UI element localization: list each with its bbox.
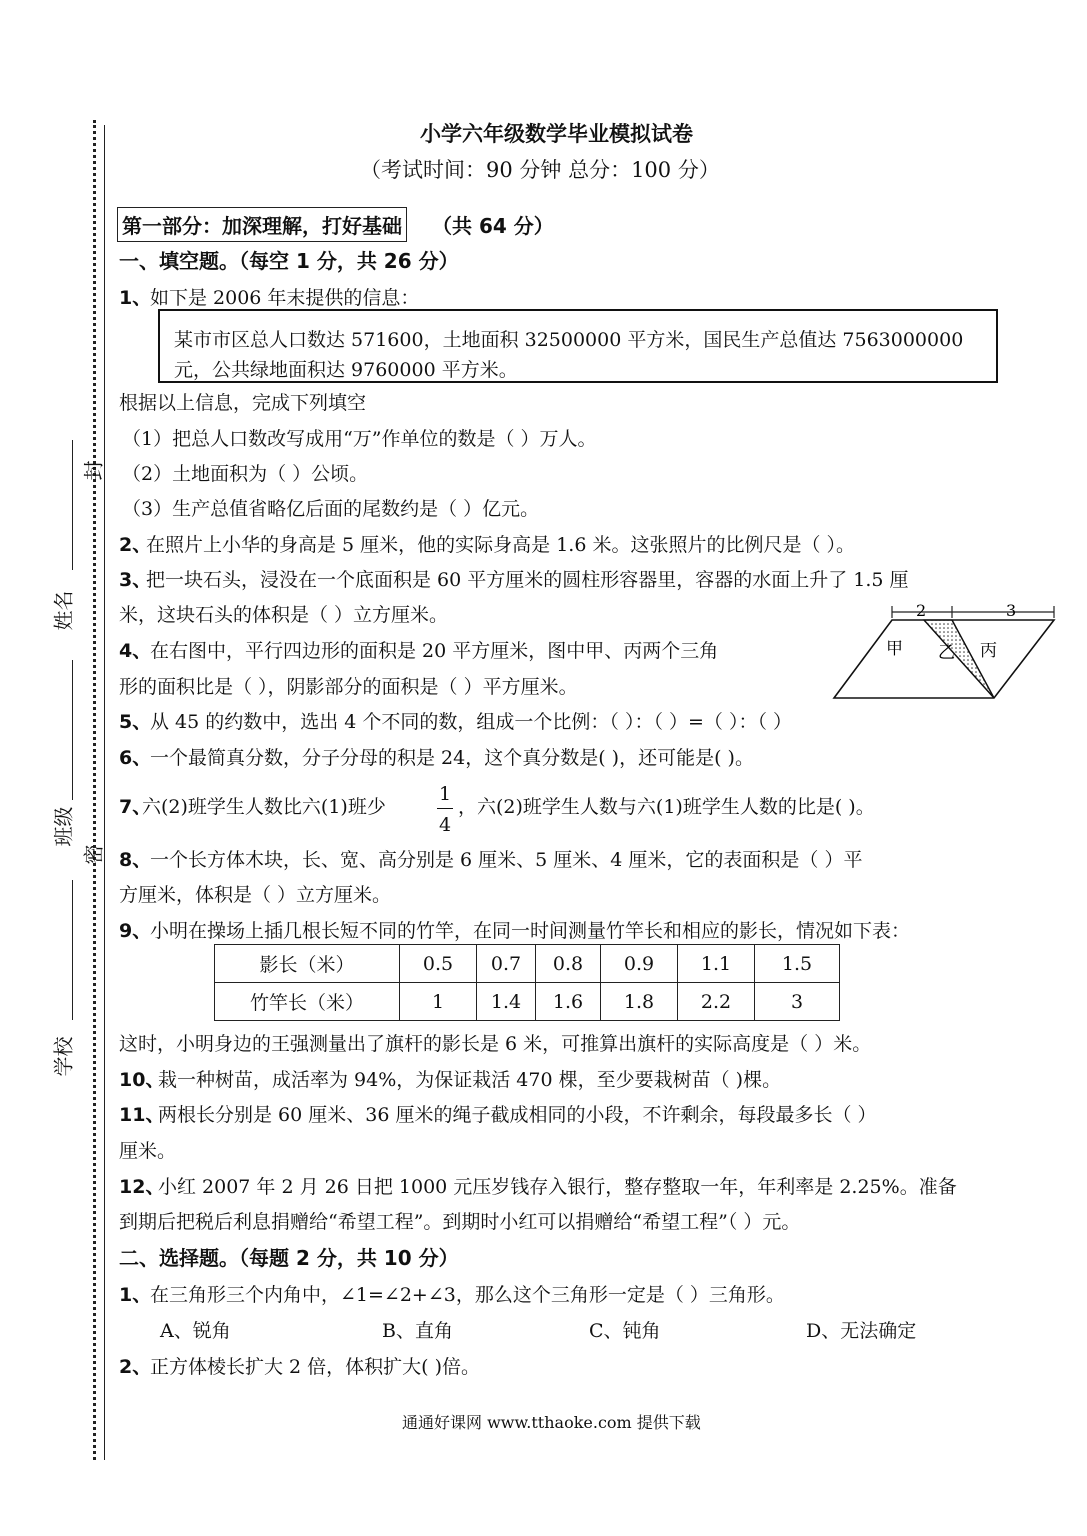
choice-question-1: 在三角形三个内角中，∠1=∠2+∠3，那么这个三角形一定是（ ）三角形。: [150, 1284, 785, 1306]
section1-heading: 一、填空题。（每空 1 分，共 26 分）: [119, 249, 459, 273]
shadow-length-table: [214, 944, 840, 1021]
dimension-label: 3: [1006, 601, 1017, 620]
question-1c: （3）生产总值省略亿后面的尾数约是（ ）亿元。: [122, 498, 540, 520]
question-12-line1: 小红 2007 年 2 月 26 日把 1000 元压岁钱存入银行，整存整取一年，年利率是 2.25%。准备: [158, 1176, 957, 1198]
margin-rule: [104, 125, 105, 1460]
table-cell: 1.8: [601, 983, 678, 1021]
dimension-label: 2: [916, 601, 927, 620]
name-blank-line[interactable]: [72, 440, 73, 570]
question-number: 3、: [119, 569, 152, 591]
question-3-line1: 把一块石头，浸没在一个底面积是 60 平方厘米的圆柱形容器里，容器的水面上升了 1.5 厘: [146, 569, 909, 591]
seal-char-mi: 密: [81, 844, 106, 865]
part1-heading-box: 第一部分：加深理解，打好基础: [117, 207, 407, 242]
class-blank-line[interactable]: [72, 660, 73, 800]
footer-credit: 通通好课网 www.tthaoke.com 提供下载: [402, 1413, 701, 1432]
table-cell: 1: [400, 983, 477, 1021]
question-1a: （1）把总人口数改写成用“万”作单位的数是（ ）万人。: [122, 428, 597, 450]
question-9-follow: 这时，小明身边的王强测量出了旗杆的影长是 6 米，可推算出旗杆的实际高度是（ ）米。: [119, 1033, 872, 1055]
table-cell: 1.4: [477, 983, 536, 1021]
question-number: 5、: [119, 711, 152, 733]
option-b[interactable]: B、直角: [382, 1320, 453, 1342]
question-7-pre: 六(2)班学生人数比六(1)班少: [142, 796, 386, 818]
question-1b: （2）土地面积为（ ）公顷。: [122, 463, 369, 485]
question-4-line2: 形的面积比是（ ），阴影部分的面积是（ ）平方厘米。: [119, 676, 578, 698]
question-number: 2、: [119, 534, 152, 556]
table-cell: 0.7: [477, 945, 536, 983]
question-number: 6、: [119, 747, 152, 769]
question-9: 小明在操场上插几根长短不同的竹竿，在同一时间测量竹竿长和相应的影长，情况如下表：: [150, 920, 911, 942]
question-number: 2、: [119, 1356, 152, 1378]
option-d[interactable]: D、无法确定: [806, 1320, 917, 1342]
question-8-line1: 一个长方体木块，长、宽、高分别是 6 厘米、5 厘米、4 厘米，它的表面积是（ ）平: [150, 849, 863, 871]
question-number: 12、: [119, 1176, 165, 1198]
question-number: 1、: [119, 1284, 152, 1306]
option-a[interactable]: A、锐角: [160, 1320, 231, 1342]
question-2: 在照片上小华的身高是 5 厘米，他的实际身高是 1.6 米。这张照片的比例尺是（ ）。: [146, 534, 856, 556]
region-label: 乙: [938, 643, 955, 663]
table-cell: 0.5: [400, 945, 477, 983]
question-number: 10、: [119, 1069, 165, 1091]
table-cell: 1.5: [755, 945, 840, 983]
info-line-2: 元，公共绿地面积达 9760000 平方米。: [174, 359, 518, 381]
table-cell: 1.6: [536, 983, 601, 1021]
region-label: 甲: [886, 639, 903, 659]
school-label: 学校: [51, 1036, 76, 1077]
fraction-bar: [437, 808, 453, 809]
binding-dotted-line: [93, 120, 96, 1460]
table-cell: 0.9: [601, 945, 678, 983]
table-cell: 3: [755, 983, 840, 1021]
info-line-1: 某市市区总人口数达 571600，土地面积 32500000 平方米，国民生产总值达 7563000000: [174, 329, 964, 351]
info-box: [158, 309, 998, 383]
question-number: 8、: [119, 849, 152, 871]
question-5: 从 45 的约数中，选出 4 个不同的数，组成一个比例：（ ）：（ ）=（ ）：（ ）: [150, 711, 793, 733]
table-row: [215, 945, 840, 983]
question-4-line1: 在右图中，平行四边形的面积是 20 平方厘米，图中甲、丙两个三角: [150, 640, 719, 662]
question-11-line2: 厘米。: [119, 1140, 177, 1162]
question-3-line2: 米，这块石头的体积是（ ）立方厘米。: [119, 604, 449, 626]
table-cell: 1.1: [678, 945, 755, 983]
question-number: 7、: [119, 796, 152, 818]
seal-char-feng: 封: [81, 460, 106, 481]
class-label: 班级: [51, 806, 76, 847]
question-6: 一个最简真分数，分子分母的积是 24，这个真分数是( )，还可能是( )。: [150, 747, 754, 769]
choice-question-2: 正方体棱长扩大 2 倍，体积扩大( )倍。: [150, 1356, 481, 1378]
question-12-line2: 到期后把税后利息捐赠给“希望工程”。到期时小红可以捐赠给“希望工程”（ ）元。: [119, 1211, 801, 1233]
question-7-post: ，六(2)班学生人数与六(1)班学生人数的比是( )。: [458, 796, 875, 818]
region-label: 丙: [980, 641, 997, 661]
question-number: 11、: [119, 1104, 165, 1126]
table-cell: 2.2: [678, 983, 755, 1021]
school-blank-line[interactable]: [72, 880, 73, 1020]
section2-heading: 二、选择题。（每题 2 分，共 10 分）: [119, 1246, 459, 1270]
name-label: 姓名: [51, 590, 76, 631]
table-cell: 0.8: [536, 945, 601, 983]
question-number: 9、: [119, 920, 152, 942]
question-1-text: 如下是 2006 年末提供的信息：: [150, 287, 420, 309]
question-1-follow: 根据以上信息，完成下列填空: [119, 392, 367, 414]
question-number: 4、: [119, 640, 152, 662]
exam-subtitle: （考试时间：90 分钟 总分：100 分）: [360, 158, 720, 182]
parallelogram-figure: [830, 598, 1058, 704]
question-10: 栽一种树苗，成活率为 94%，为保证栽活 470 棵，至少要栽树苗（ )棵。: [158, 1069, 782, 1091]
fraction-denominator: 4: [438, 814, 452, 836]
question-11-line1: 两根长分别是 60 厘米、36 厘米的绳子截成相同的小段，不许剩余，每段最多长（ ）: [158, 1104, 877, 1126]
table-row-header: 竹竿长（米）: [215, 983, 400, 1021]
option-c[interactable]: C、钝角: [589, 1320, 661, 1342]
question-number: 1、: [119, 287, 152, 309]
table-row-header: 影长（米）: [215, 945, 400, 983]
fraction-numerator: 1: [438, 783, 452, 805]
page-title: 小学六年级数学毕业模拟试卷: [420, 122, 693, 146]
table-row: [215, 983, 840, 1021]
part1-score: （共 64 分）: [432, 214, 554, 238]
question-8-line2: 方厘米，体积是（ ）立方厘米。: [119, 884, 392, 906]
